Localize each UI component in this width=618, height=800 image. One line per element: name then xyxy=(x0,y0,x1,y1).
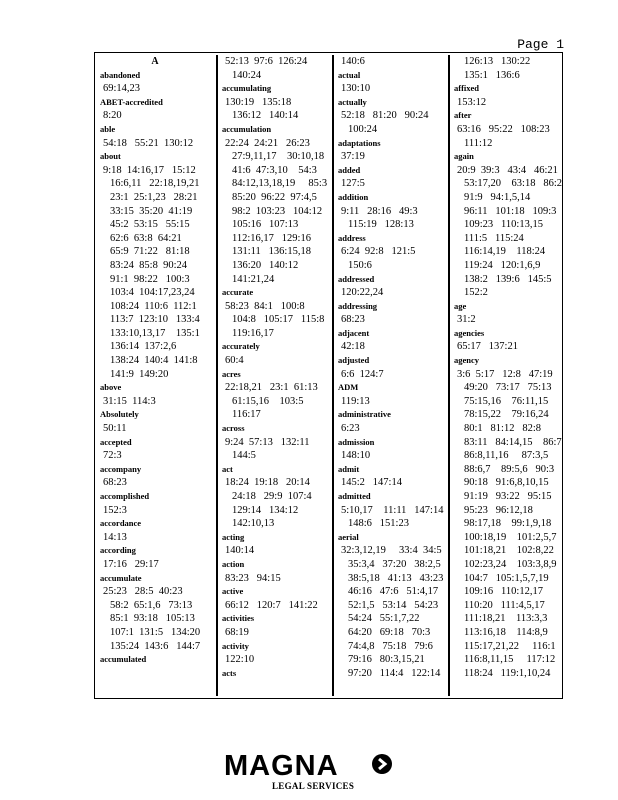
index-term: accompany xyxy=(100,463,142,474)
page-line-reference: 136:14 137:2,6 xyxy=(110,341,177,353)
index-term: address xyxy=(338,232,366,243)
index-term: accordance xyxy=(100,518,142,529)
page-line-reference: 83:11 84:14,15 86:7 xyxy=(464,436,562,448)
page-line-reference: 88:6,7 89:5,6 90:3 xyxy=(464,463,555,475)
page-line-reference: 65:17 137:21 xyxy=(457,341,518,353)
magna-logo xyxy=(224,751,394,795)
page-line-reference: 102:23,24 103:3,8,9 xyxy=(464,558,557,570)
index-term: affixed xyxy=(454,83,480,94)
page-line-reference: 31:15 114:3 xyxy=(103,395,156,407)
page-line-reference: 100:24 xyxy=(348,123,378,135)
page-line-reference: 75:15,16 76:11,15 xyxy=(464,395,549,407)
page-line-reference: 49:20 73:17 75:13 xyxy=(464,382,552,394)
page-line-reference: 58:2 65:1,6 73:13 xyxy=(110,599,193,611)
index-term: acres xyxy=(222,368,241,379)
page-line-reference: 90:18 91:6,8,10,15 xyxy=(464,477,549,489)
index-term: after xyxy=(454,110,472,121)
page-line-reference: 145:2 147:14 xyxy=(341,477,402,489)
page-line-reference: 52:18 81:20 90:24 xyxy=(341,110,429,122)
index-term: ABET-accredited xyxy=(100,96,163,107)
page-line-reference: 120:22,24 xyxy=(341,287,384,299)
page-line-reference: 109:16 110:12,17 xyxy=(464,586,543,598)
page-line-reference: 35:3,4 37:20 38:2,5 xyxy=(348,558,441,570)
page-line-reference: 85:1 93:18 105:13 xyxy=(110,613,195,625)
page-line-reference: 91:1 98:22 100:3 xyxy=(110,273,190,285)
arrow-right-circle-icon xyxy=(371,753,393,775)
index-term: active xyxy=(222,586,244,597)
page-line-reference: 150:6 xyxy=(348,259,372,271)
page-line-reference: 46:16 47:6 51:4,17 xyxy=(348,586,439,598)
page-line-reference: 148:6 151:23 xyxy=(348,518,409,530)
index-term: adjusted xyxy=(338,355,370,366)
index-term: actual xyxy=(338,69,361,80)
page-line-reference: 110:20 111:4,5,17 xyxy=(464,599,545,611)
page-line-reference: 140:6 xyxy=(341,56,365,67)
page-line-reference: 61:15,16 103:5 xyxy=(232,395,304,407)
page-line-reference: 112:16,17 129:16 xyxy=(232,232,311,244)
page-line-reference: 101:18,21 102:8,22 xyxy=(464,545,554,557)
page-line-reference: 111:12 xyxy=(464,137,493,149)
index-term: accomplished xyxy=(100,491,150,501)
index-column-3 xyxy=(332,55,449,696)
page-line-reference: 22:18,21 23:1 61:13 xyxy=(225,382,318,394)
page-line-reference: 33:15 35:20 41:19 xyxy=(110,205,193,217)
logo-wordmark: MAGNA xyxy=(224,750,339,782)
page-line-reference: 136:12 140:14 xyxy=(232,110,299,122)
page-line-reference: 133:10,13,17 135:1 xyxy=(110,327,200,339)
page-line-reference: 111:18,21 113:3,3 xyxy=(464,613,548,625)
index-column-2 xyxy=(216,55,333,696)
page-line-reference: 9:24 57:13 132:11 xyxy=(225,436,310,448)
page-line-reference: 138:2 139:6 145:5 xyxy=(464,273,552,285)
page-line-reference: 37:19 xyxy=(341,151,365,163)
page-line-reference: 122:10 xyxy=(225,654,255,666)
index-term: addressing xyxy=(338,300,378,311)
page-line-reference: 68:19 xyxy=(225,626,249,638)
index-term: administrative xyxy=(338,409,391,420)
page-line-reference: 18:24 19:18 20:14 xyxy=(225,477,310,489)
page-line-reference: 153:12 xyxy=(457,96,487,108)
index-term: again xyxy=(454,151,474,162)
index-column-1 xyxy=(99,55,211,696)
index-term: actually xyxy=(338,96,367,107)
page-line-reference: 69:14,23 xyxy=(103,83,141,95)
page-line-reference: 78:15,22 79:16,24 xyxy=(464,409,549,421)
section-letter: A xyxy=(151,56,159,67)
page-line-reference: 111:5 115:24 xyxy=(464,232,524,244)
index-column-4 xyxy=(448,55,565,696)
page-line-reference: 119:24 120:1,6,9 xyxy=(464,259,541,271)
page-line-reference: 141:9 149:20 xyxy=(110,368,169,380)
page-line-reference: 119:13 xyxy=(341,395,370,407)
page-line-reference: 95:23 96:12,18 xyxy=(464,504,533,516)
index-term: ADM xyxy=(338,382,359,393)
page-line-reference: 100:18,19 101:2,5,7 xyxy=(464,531,557,543)
index-term: abandoned xyxy=(100,69,141,80)
page-line-reference: 45:2 53:15 55:15 xyxy=(110,219,190,231)
index-term: aerial xyxy=(338,531,359,542)
page-line-reference: 116:8,11,15 117:12 xyxy=(464,654,556,666)
index-term: activity xyxy=(222,640,249,651)
index-term: accurately xyxy=(222,341,260,352)
word-index xyxy=(94,52,563,699)
page-line-reference: 5:10,17 11:11 147:14 xyxy=(341,504,444,516)
index-term: above xyxy=(100,382,122,393)
page-line-reference: 65:9 71:22 81:18 xyxy=(110,246,190,258)
page-line-reference: 96:11 101:18 109:3 xyxy=(464,205,557,217)
index-term: according xyxy=(100,545,136,556)
index-term: age xyxy=(454,300,467,311)
page-line-reference: 85:20 96:22 97:4,5 xyxy=(232,191,317,203)
page-line-reference: 84:12,13,18,19 85:3 xyxy=(232,178,328,190)
page-line-reference: 140:14 xyxy=(225,545,255,557)
page-line-reference: 62:6 63:8 64:21 xyxy=(110,232,182,244)
index-term: acts xyxy=(222,667,237,678)
index-term: admission xyxy=(338,436,375,447)
page-line-reference: 130:10 xyxy=(341,83,371,95)
page-line-reference: 68:23 xyxy=(103,477,127,489)
page-line-reference: 64:20 69:18 70:3 xyxy=(348,626,431,638)
page-line-reference: 98:2 103:23 104:12 xyxy=(232,205,323,217)
page-line-reference: 68:23 xyxy=(341,314,365,326)
page-label: Page 1 xyxy=(517,37,564,52)
page-line-reference: 60:4 xyxy=(225,355,244,367)
page-line-reference: 52:1,5 53:14 54:23 xyxy=(348,599,439,611)
index-term: agency xyxy=(454,355,480,366)
index-term: accumulation xyxy=(222,123,272,134)
page-line-reference: 74:4,8 75:18 79:6 xyxy=(348,640,433,652)
page-line-reference: 105:16 107:13 xyxy=(232,219,299,231)
page-line-reference: 141:21,24 xyxy=(232,273,275,285)
index-term: accurate xyxy=(222,287,254,298)
page-line-reference: 130:19 135:18 xyxy=(225,96,292,108)
page-line-reference: 116:14,19 118:24 xyxy=(464,246,546,258)
index-term: able xyxy=(100,123,116,134)
page-line-reference: 6:23 xyxy=(341,423,360,435)
page-line-reference: 107:1 131:5 134:20 xyxy=(110,626,201,638)
page-line-reference: 17:16 29:17 xyxy=(103,558,159,570)
index-term: accumulated xyxy=(100,654,147,665)
page-line-reference: 109:23 110:13,15 xyxy=(464,219,543,231)
index-term: adjacent xyxy=(338,327,370,338)
page-line-reference: 83:24 85:8 90:24 xyxy=(110,259,188,271)
page-line-reference: 58:23 84:1 100:8 xyxy=(225,300,305,312)
index-term: adaptations xyxy=(338,137,381,148)
page-line-reference: 83:23 94:15 xyxy=(225,572,281,584)
page-line-reference: 52:13 97:6 126:24 xyxy=(225,56,308,67)
page-line-reference: 16:6,11 22:18,19,21 xyxy=(110,178,200,190)
page-line-reference: 24:18 29:9 107:4 xyxy=(232,491,312,502)
index-term: Absolutely xyxy=(100,409,139,420)
page-line-reference: 113:16,18 114:8,9 xyxy=(464,626,548,638)
page-line-reference: 131:11 136:15,18 xyxy=(232,246,311,258)
page-line-reference: 129:14 134:12 xyxy=(232,504,299,516)
page-line-reference: 63:16 95:22 108:23 xyxy=(457,123,550,135)
page-line-reference: 32:3,12,19 33:4 34:5 xyxy=(341,545,442,557)
page-line-reference: 72:3 xyxy=(103,450,122,462)
logo-tagline: LEGAL SERVICES xyxy=(272,781,355,791)
page-line-reference: 22:24 24:21 26:23 xyxy=(225,137,310,149)
page-line-reference: 42:18 xyxy=(341,341,365,353)
page-line-reference: 135:1 136:6 xyxy=(464,69,520,81)
index-term: admitted xyxy=(338,491,371,501)
page-line-reference: 38:5,18 41:13 43:23 xyxy=(348,572,444,584)
page-line-reference: 152:2 xyxy=(464,287,488,299)
index-term: addressed xyxy=(338,273,375,284)
page-line-reference: 53:17,20 63:18 86:2 xyxy=(464,178,563,190)
index-term: addition xyxy=(338,191,369,202)
page-line-reference: 91:19 93:22 95:15 xyxy=(464,491,552,502)
index-term: accumulating xyxy=(222,83,272,94)
index-term: admit xyxy=(338,463,360,474)
page-line-reference: 25:23 28:5 40:23 xyxy=(103,586,183,598)
page-line-reference: 152:3 xyxy=(103,504,127,516)
index-term: agencies xyxy=(454,327,485,338)
page-line-reference: 104:7 105:1,5,7,19 xyxy=(464,572,549,584)
page-line-reference: 138:24 140:4 141:8 xyxy=(110,355,198,367)
page-line-reference: 118:24 119:1,10,24 xyxy=(464,667,551,679)
page-line-reference: 31:2 xyxy=(457,314,476,326)
index-term: accumulate xyxy=(100,572,142,583)
page-line-reference: 6:6 124:7 xyxy=(341,368,384,380)
page-line-reference: 9:11 28:16 49:3 xyxy=(341,205,418,217)
page-line-reference: 115:19 128:13 xyxy=(348,219,414,231)
page-line-reference: 115:17,21,22 116:1 xyxy=(464,640,556,652)
page-line-reference: 119:16,17 xyxy=(232,327,274,339)
page-line-reference: 50:11 xyxy=(103,423,127,435)
page-line-reference: 103:4 104:17,23,24 xyxy=(110,287,195,299)
page-line-reference: 127:5 xyxy=(341,178,365,190)
page-line-reference: 136:20 140:12 xyxy=(232,259,299,271)
page-line-reference: 116:17 xyxy=(232,409,261,421)
page-line-reference: 97:20 114:4 122:14 xyxy=(348,667,441,679)
page-line-reference: 41:6 47:3,10 54:3 xyxy=(232,164,317,176)
index-term: acting xyxy=(222,531,245,542)
page-line-reference: 98:17,18 99:1,9,18 xyxy=(464,518,552,530)
page-line-reference: 54:18 55:21 130:12 xyxy=(103,137,194,149)
page-line-reference: 113:7 123:10 133:4 xyxy=(110,314,200,326)
page-line-reference: 66:12 120:7 141:22 xyxy=(225,599,318,611)
page-line-reference: 3:6 5:17 12:8 47:19 xyxy=(457,368,553,380)
page-line-reference: 8:20 xyxy=(103,110,122,122)
page-line-reference: 126:13 130:22 xyxy=(464,56,531,67)
index-term: activities xyxy=(222,613,255,624)
page-line-reference: 91:9 94:1,5,14 xyxy=(464,191,531,203)
page-line-reference: 9:18 14:16,17 15:12 xyxy=(103,164,196,176)
page-line-reference: 86:8,11,16 87:3,5 xyxy=(464,450,549,462)
page-line-reference: 14:13 xyxy=(103,531,127,543)
page-line-reference: 144:5 xyxy=(232,450,256,462)
page-line-reference: 27:9,11,17 30:10,18 xyxy=(232,151,325,163)
page-line-reference: 79:16 80:3,15,21 xyxy=(348,654,425,666)
page-line-reference: 54:24 55:1,7,22 xyxy=(348,613,420,625)
index-term: action xyxy=(222,558,245,569)
page-line-reference: 80:1 81:12 82:8 xyxy=(464,423,542,435)
page-line-reference: 142:10,13 xyxy=(232,518,275,530)
index-term: accepted xyxy=(100,436,132,447)
page-line-reference: 20:9 39:3 43:4 46:21 xyxy=(457,164,558,176)
index-term: across xyxy=(222,423,245,434)
index-term: act xyxy=(222,463,233,474)
page-line-reference: 148:10 xyxy=(341,450,371,462)
index-term: added xyxy=(338,164,361,175)
index-term: about xyxy=(100,151,121,162)
page-line-reference: 6:24 92:8 121:5 xyxy=(341,246,416,258)
page-line-reference: 108:24 110:6 112:1 xyxy=(110,300,197,312)
page-line-reference: 104:8 105:17 115:8 xyxy=(232,314,325,326)
page-line-reference: 135:24 143:6 144:7 xyxy=(110,640,201,652)
page-line-reference: 23:1 25:1,23 28:21 xyxy=(110,191,198,203)
page-line-reference: 140:24 xyxy=(232,69,262,81)
